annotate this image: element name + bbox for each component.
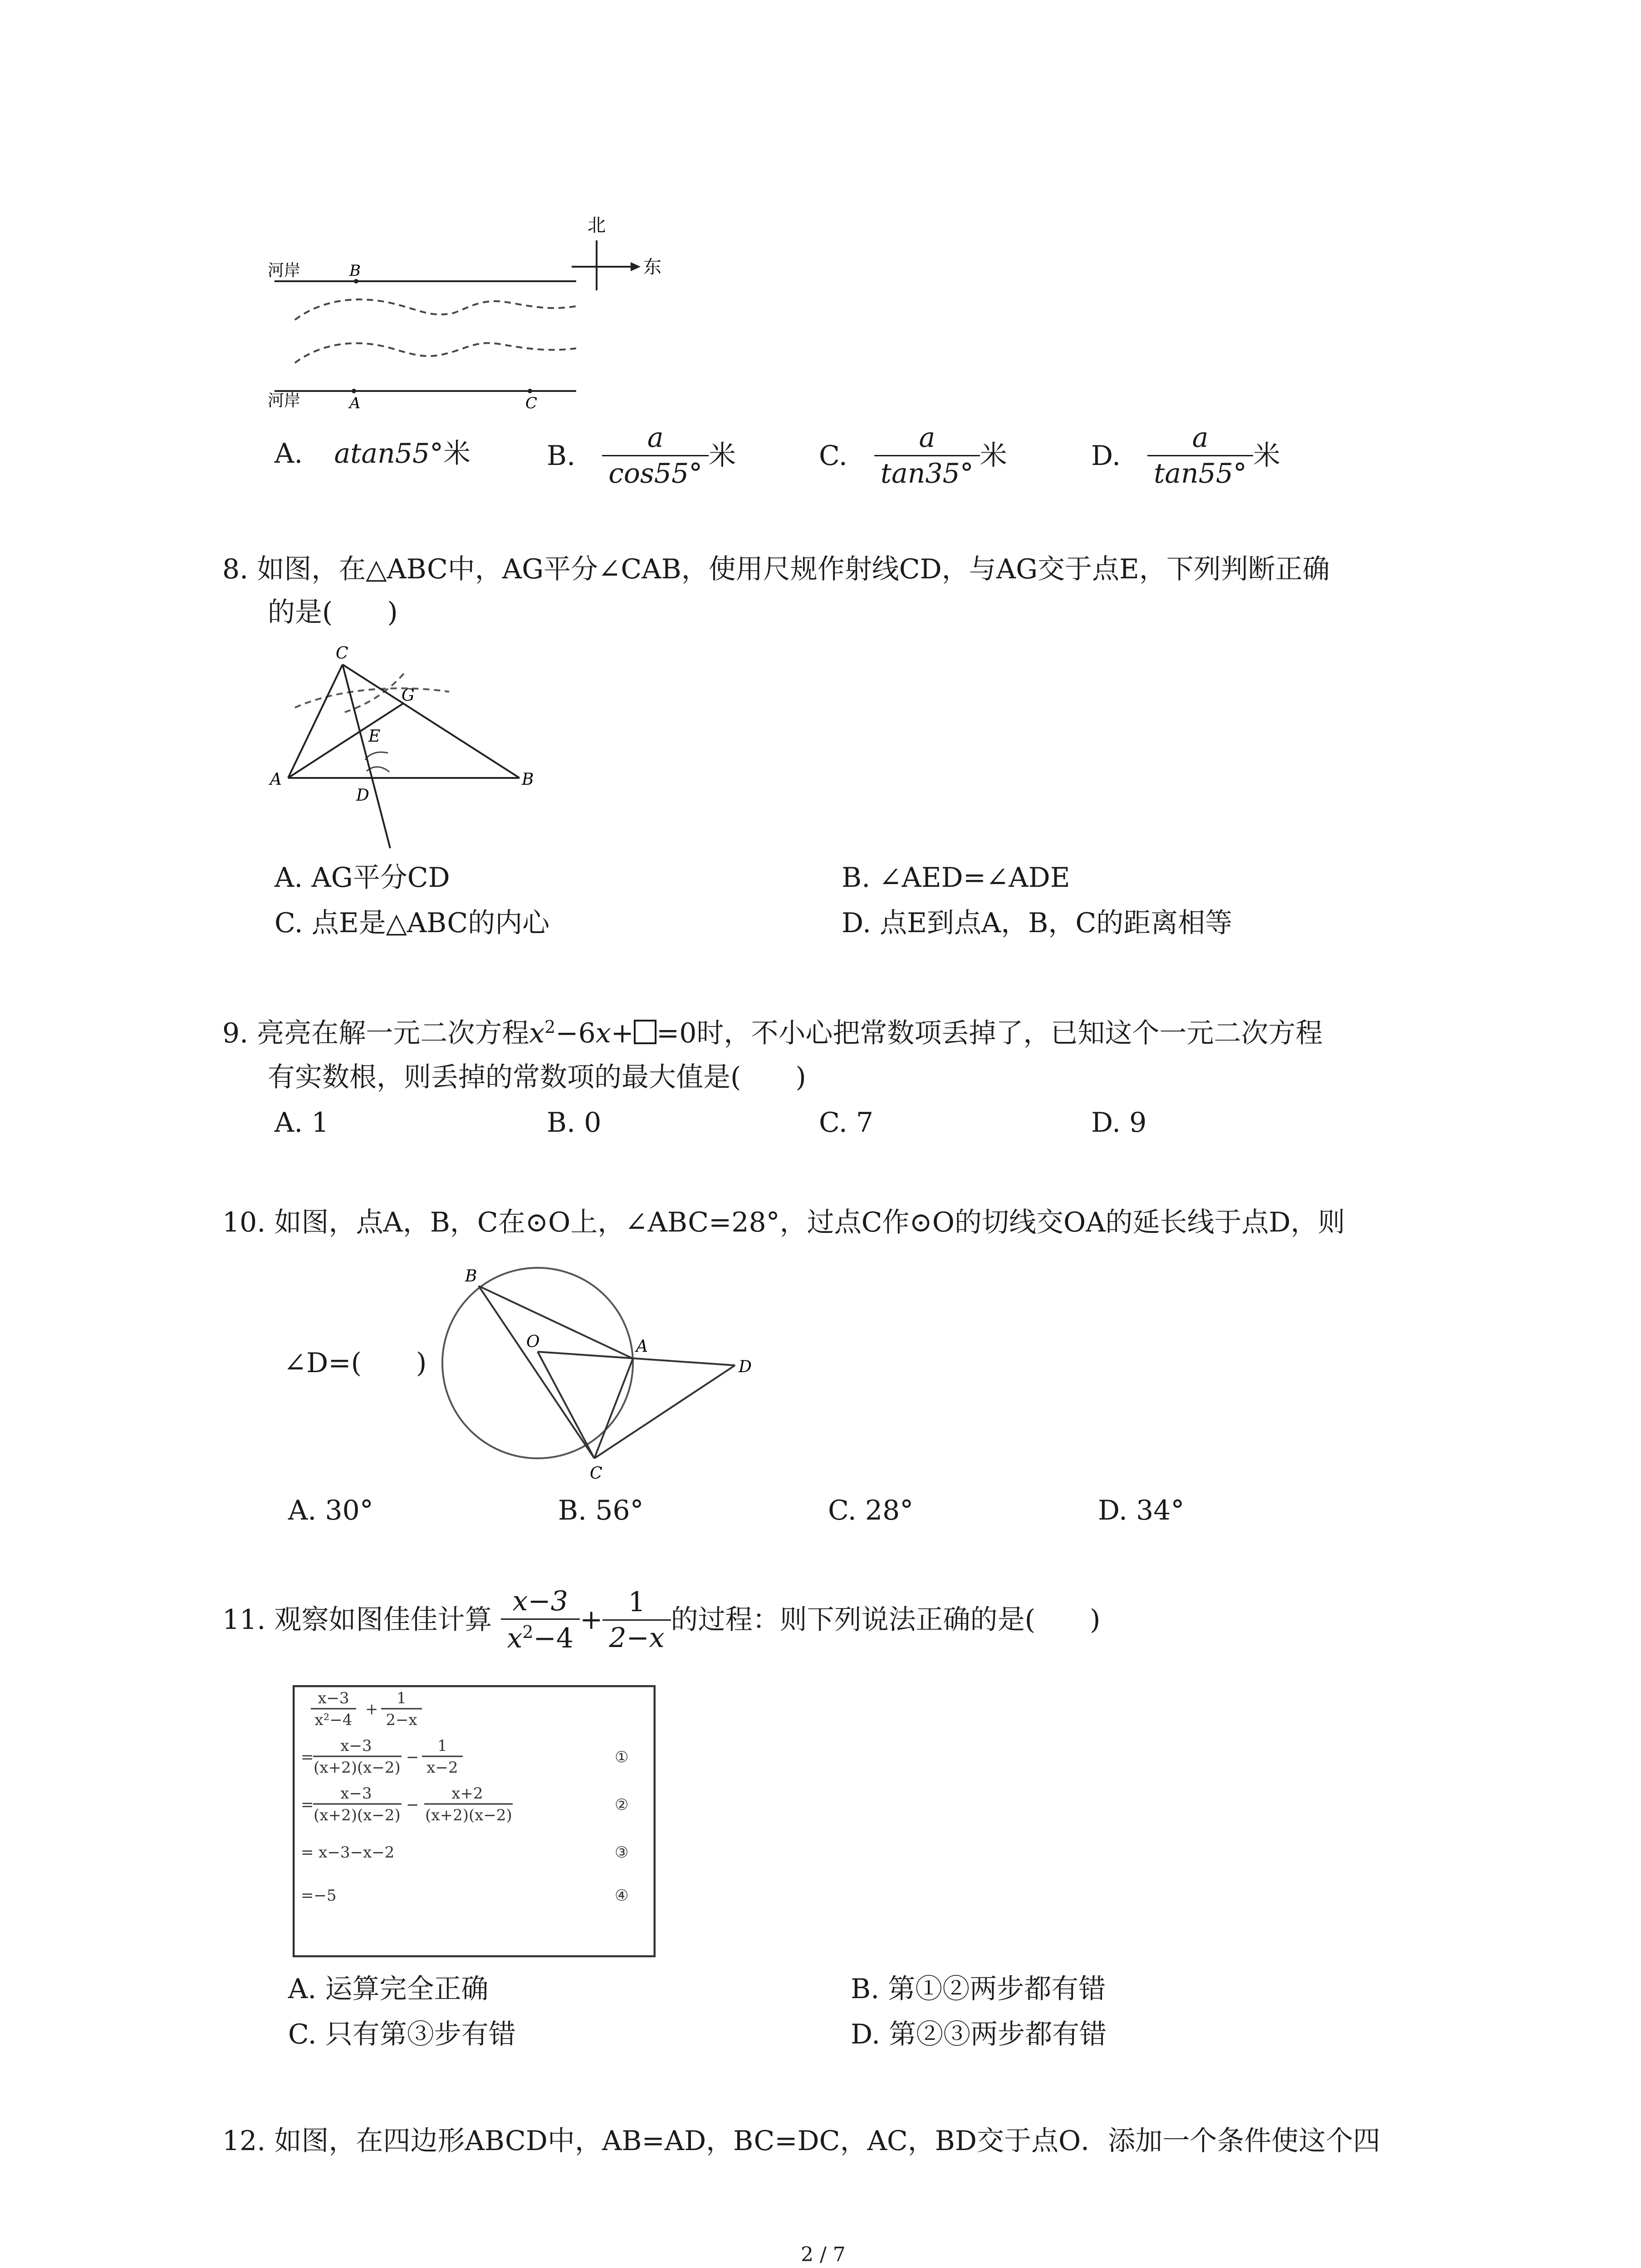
- q11-fig-r2-mark: ②: [615, 1796, 629, 1814]
- q11-fraction-2: [603, 1586, 671, 1654]
- q10-point-d: D: [739, 1358, 752, 1376]
- q9-eq-plus: +: [611, 1017, 634, 1049]
- q10-point-c: C: [590, 1464, 603, 1483]
- q8-triangle-figure: [268, 640, 549, 853]
- q7-option-d[interactable]: [1091, 424, 1280, 487]
- q9-eq-mid: −6: [555, 1017, 596, 1049]
- q9-blank-box: [634, 1020, 656, 1044]
- q7-option-d-unit: 米: [1253, 440, 1280, 472]
- q11-option-d[interactable]: D. 第②③两步都有错: [851, 2019, 1107, 2050]
- q10-point-o: O: [526, 1333, 540, 1351]
- q9-eq-x: x: [529, 1017, 545, 1049]
- q11-plus: +: [580, 1604, 603, 1636]
- q7-option-a-label: A.: [274, 438, 303, 469]
- q7-option-c-label: C.: [819, 440, 847, 472]
- q11-f2-denominator: 2−x: [609, 1622, 665, 1654]
- q7-option-c-fraction: [874, 424, 980, 487]
- q9-option-a[interactable]: A. 1: [274, 1107, 329, 1139]
- q7-option-c-denominator: tan35°: [880, 458, 974, 489]
- q11-f1-den-x: x: [507, 1623, 523, 1654]
- q8-point-c: C: [336, 644, 348, 663]
- q8-option-c[interactable]: C. 点E是△ABC的内心: [274, 907, 550, 939]
- q11-fraction-1: [501, 1585, 580, 1654]
- q7-east-label: 东: [643, 257, 661, 278]
- q8-point-b: B: [522, 770, 534, 789]
- q11-fig-r4-mark: ④: [615, 1887, 629, 1905]
- q7-option-d-fraction: [1147, 424, 1253, 487]
- q7-option-b-numerator: a: [602, 424, 709, 456]
- q11-fig-r1-minus: −: [406, 1748, 419, 1766]
- q11-fig-r3: = x−3−x−2: [301, 1843, 395, 1862]
- q11-f1-den-sup: 2: [522, 1622, 534, 1642]
- q9-option-b[interactable]: B. 0: [547, 1107, 602, 1139]
- q11-fig-r0-d2: 2−x: [386, 1711, 417, 1729]
- q10-option-b[interactable]: B. 56°: [558, 1495, 644, 1526]
- q11-fig-r1-d2: x−2: [426, 1759, 458, 1777]
- page-number: 2 / 7: [801, 2243, 846, 2266]
- q10-option-a[interactable]: A. 30°: [288, 1495, 373, 1526]
- q7-option-b-fraction: [602, 424, 709, 487]
- q7-option-b-denominator: cos55°: [608, 458, 703, 489]
- q7-option-a-expr: atan55°: [334, 438, 444, 469]
- q11-work-figure: [293, 1685, 656, 1957]
- q12-question-line1: 12. 如图，在四边形ABCD中，AB=AD，BC=DC，AC，BD交于点O．添加一个条件使这个四: [222, 2125, 1381, 2157]
- q7-bank-top-label: 河岸: [268, 261, 301, 280]
- q11-fig-r0-d1: x²−4: [314, 1711, 353, 1729]
- q11-fig-r2-n1: x−3: [340, 1784, 372, 1803]
- q11-f1-denominator: [501, 1620, 580, 1652]
- q11-option-a[interactable]: A. 运算完全正确: [288, 1973, 489, 2005]
- q7-option-c[interactable]: [819, 424, 1007, 487]
- q11-f1-numerator: x−3: [501, 1588, 580, 1620]
- q8-option-d[interactable]: D. 点E到点A，B，C的距离相等: [842, 907, 1233, 939]
- q11-question-post: 的过程：则下列说法正确的是( ): [671, 1604, 1101, 1636]
- q7-point-a: A: [349, 394, 361, 412]
- q11-option-c[interactable]: C. 只有第③步有错: [288, 2019, 516, 2050]
- q11-fig-r1-n1: x−3: [340, 1737, 372, 1755]
- q7-option-a-unit: 米: [443, 438, 471, 469]
- q7-option-b-label: B.: [547, 440, 576, 472]
- q9-eq-x2: x: [595, 1017, 611, 1049]
- q7-option-b-unit: 米: [709, 440, 736, 472]
- q10-point-b: B: [465, 1267, 477, 1286]
- q9-option-c[interactable]: C. 7: [819, 1107, 874, 1139]
- q9-line1-post: =0时，不小心把常数项丢掉了，已知这个一元二次方程: [656, 1017, 1323, 1049]
- q11-fig-r4: =−5: [301, 1887, 337, 1905]
- q7-option-c-numerator: a: [874, 424, 980, 456]
- q11-fig-r1-eq: =: [301, 1748, 314, 1766]
- q7-point-b: B: [349, 262, 361, 280]
- q11-fig-r1-d1: (x+2)(x−2): [314, 1759, 401, 1777]
- q10-option-c[interactable]: C. 28°: [828, 1495, 914, 1526]
- q11-fig-r0-n2: 1: [397, 1689, 407, 1707]
- q11-option-b[interactable]: B. 第①②两步都有错: [851, 1973, 1106, 2005]
- q7-option-b[interactable]: [547, 424, 736, 487]
- q11-fig-r2-n2: x+2: [451, 1784, 483, 1803]
- q11-fig-r1-n2: 1: [437, 1737, 447, 1755]
- q7-river-figure: [268, 213, 676, 413]
- q9-line1-pre: 9. 亮亮在解一元二次方程: [222, 1017, 529, 1049]
- q7-point-c: C: [525, 394, 538, 412]
- q8-point-a: A: [270, 770, 282, 789]
- q10-circle-figure: [431, 1256, 767, 1492]
- q10-option-d[interactable]: D. 34°: [1098, 1495, 1185, 1526]
- q8-point-g: G: [402, 686, 415, 705]
- q10-point-a: A: [636, 1337, 648, 1356]
- q11-fig-r3-mark: ③: [615, 1843, 629, 1862]
- q11-fig-r1-mark: ①: [615, 1748, 629, 1766]
- q7-option-d-numerator: a: [1147, 424, 1253, 456]
- q11-fig-r2-minus: −: [406, 1796, 419, 1814]
- q11-fig-r2-d2: (x+2)(x−2): [425, 1806, 512, 1824]
- q10-question-line2: ∠D=( ): [284, 1347, 427, 1379]
- q7-option-c-unit: 米: [980, 440, 1007, 472]
- q8-point-e: E: [368, 727, 381, 746]
- q11-f2-numerator: 1: [603, 1589, 671, 1621]
- q8-question-line2: 的是( ): [268, 596, 398, 628]
- q7-north-label: 北: [588, 215, 606, 236]
- q10-question-line1: 10. 如图，点A，B，C在⊙O上，∠ABC=28°，过点C作⊙O的切线交OA的延长线于点D，则: [222, 1207, 1345, 1238]
- q11-fig-r0-n1: x−3: [318, 1689, 349, 1707]
- q7-option-d-denominator: tan55°: [1154, 458, 1247, 489]
- q9-question-line2: 有实数根，则丢掉的常数项的最大值是( ): [268, 1061, 806, 1093]
- q7-option-d-label: D.: [1091, 440, 1121, 472]
- q7-bank-bottom-label: 河岸: [268, 391, 301, 410]
- q7-option-a[interactable]: [274, 440, 470, 467]
- q11-fig-r2-eq: =: [301, 1796, 314, 1814]
- q11-fig-r0-plus: +: [365, 1700, 378, 1718]
- q11-f1-den-rest: −4: [533, 1623, 574, 1654]
- q8-point-d: D: [356, 786, 369, 805]
- q9-eq-sup: 2: [544, 1017, 556, 1037]
- q9-question-line1: [222, 1018, 1323, 1047]
- q8-option-b[interactable]: B. ∠AED=∠ADE: [842, 862, 1070, 894]
- q11-question: [222, 1585, 1101, 1654]
- q11-fig-r2-d1: (x+2)(x−2): [314, 1806, 401, 1824]
- q11-question-pre: 11. 观察如图佳佳计算: [222, 1604, 492, 1636]
- q9-option-d[interactable]: D. 9: [1091, 1107, 1147, 1139]
- q8-option-a[interactable]: A. AG平分CD: [274, 862, 450, 894]
- q8-question-line1: 8. 如图，在△ABC中，AG平分∠CAB，使用尺规作射线CD，与AG交于点E，下列判断正确: [222, 553, 1330, 585]
